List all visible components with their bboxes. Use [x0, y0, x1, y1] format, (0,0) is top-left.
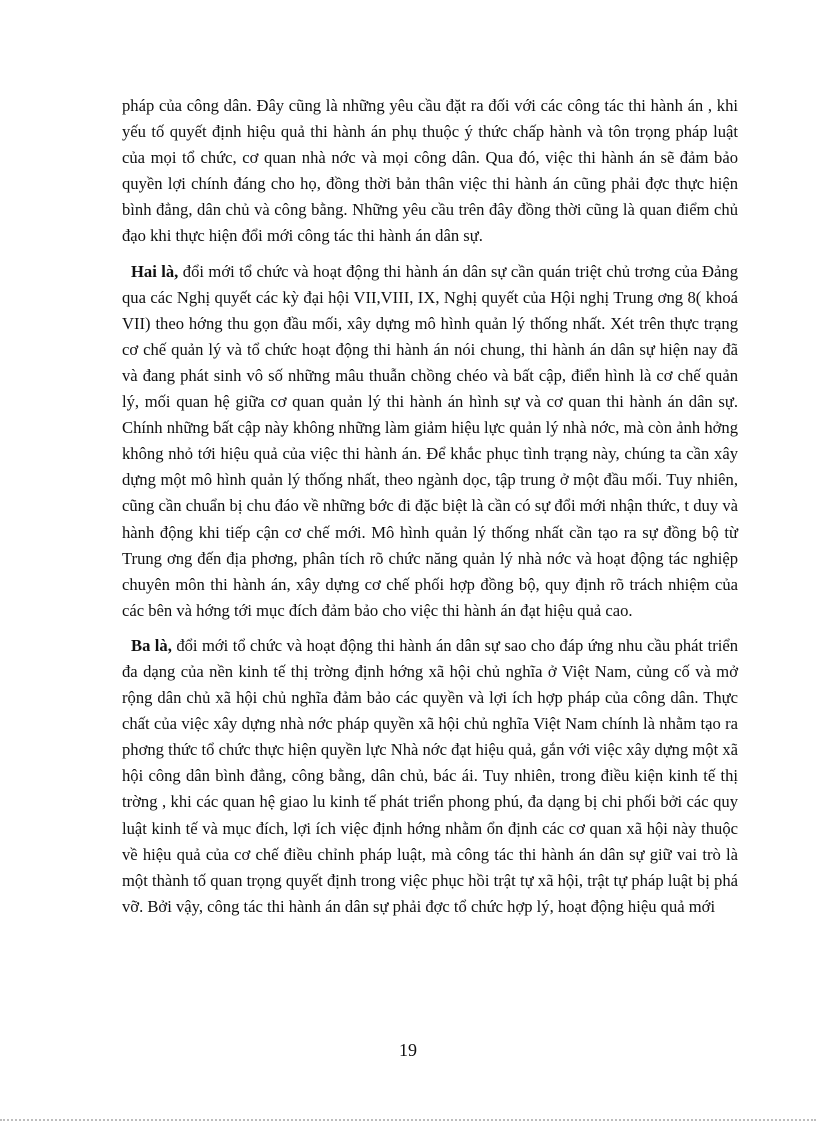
paragraph-text: đổi mới tổ chức và hoạt động thi hành án dân sự sao cho đáp ứng nhu cầu phát triển đa dạng của nền kinh tế thị trờng định hớng xã hội chủ nghĩa ở Việt Nam, củng cố và mở rộng dân chủ xã hội chủ nghĩa đảm bảo các quyền và lợi ích hợp pháp của công dân. Thực chất của việc xây dựng nhà nớc pháp quyền xã hội chủ nghĩa Việt Nam chính là nhằm tạo ra phơng thức tổ chức thực hiện quyền lực Nhà nớc đạt hiệu quả, gắn với việc xây dựng một xã hội công dân bình đẳng, công bằng, dân chủ, bác ái. Tuy nhiên, trong điều kiện kinh tế thị trờng , khi các quan hệ giao lu kinh tế phát triển phong phú, đa dạng bị chi phối bởi các quy luật kinh tế và mục đích, lợi ích việc định hớng nhằm ổn định các cơ quan xã hội này thuộc về hiệu quả của cơ chế điều chỉnh pháp luật, mà công tác thi hành án dân sự giữ vai trò là một thành tố quan trọng quyết định trong việc phục hồi trật tự xã hội, trật tự pháp luật bị phá vỡ. Bởi vậy, công tác thi hành án dân sự phải đợc tổ chức hợp lý, hoạt động hiệu quả mới: [122, 635, 738, 916]
paragraph-text: đổi mới tổ chức và hoạt động thi hành án dân sự cần quán triệt chủ trơng của Đảng qua các Nghị quyết các kỳ đại hội VII,VIII, IX, Nghị quyết của Hội nghị Trung ơng 8( khoá VII) theo hớng thu gọn đầu mối, xây dựng mô hình quản lý thống nhất. Xét trên thực trạng cơ chế quản lý và tổ chức hoạt động thi hành án nói chung, thi hành án dân sự hiện nay đã và đang phát sinh vô số những mâu thuẫn chồng chéo và bất cập, điển hình là cơ chế quản lý, mối quan hệ giữa cơ quan quản lý thi hành án hình sự và cơ quan thi hành án dân sự. Chính những bất cập này không những làm giảm hiệu lực quản lý nhà nớc, mà còn ảnh hởng không nhỏ tới hiệu quả của việc thi hành án. Để khắc phục tình trạng này, chúng ta cần xây dựng một mô hình quản lý thống nhất, theo ngành dọc, tập trung ở một đầu mối. Tuy nhiên, cũng cần chuẩn bị chu đáo về những bớc đi đặc biệt là cần có sự đổi mới nhận thức, t duy và hành động khi tiếp cận cơ chế mới. Mô hình quản lý thống nhất cần tạo ra sự đồng bộ từ Trung ơng đến địa phơng, phân tích rõ chức năng quản lý nhà nớc và hoạt động tác nghiệp chuyên môn thi hành án, xây dựng cơ chế phối hợp đồng bộ, quy định rõ trách nhiệm của các bên và hớng tới mục đích đảm bảo cho việc thi hành án đạt hiệu quả cao.: [122, 261, 738, 620]
paragraph-hai-la: [122, 259, 738, 624]
paragraph-lead: Hai là,: [131, 261, 179, 281]
page-bottom-divider: [0, 1119, 816, 1121]
body-text: [122, 93, 738, 929]
paragraph-text: pháp của công dân. Đây cũng là những yêu cầu đặt ra đối với các công tác thi hành án , khi yếu tố quyết định hiệu quả thi hành án phụ thuộc ý thức chấp hành và tôn trọng pháp luật của mọi tổ chức, cơ quan nhà nớc và mọi công dân. Qua đó, việc thi hành án sẽ đảm bảo quyền lợi chính đáng cho họ, đồng thời bản thân việc thi hành án cũng phải đợc thực hiện bình đẳng, dân chủ và công bằng. Những yêu cầu trên đây đồng thời cũng là quan điểm chủ đạo khi thực hiện đổi mới công tác thi hành án dân sự.: [122, 96, 738, 246]
page-number: 19: [399, 1040, 417, 1060]
paragraph-ba-la: [122, 633, 738, 920]
paragraph-lead: Ba là,: [131, 635, 172, 655]
paragraph-continuation: [122, 93, 738, 250]
